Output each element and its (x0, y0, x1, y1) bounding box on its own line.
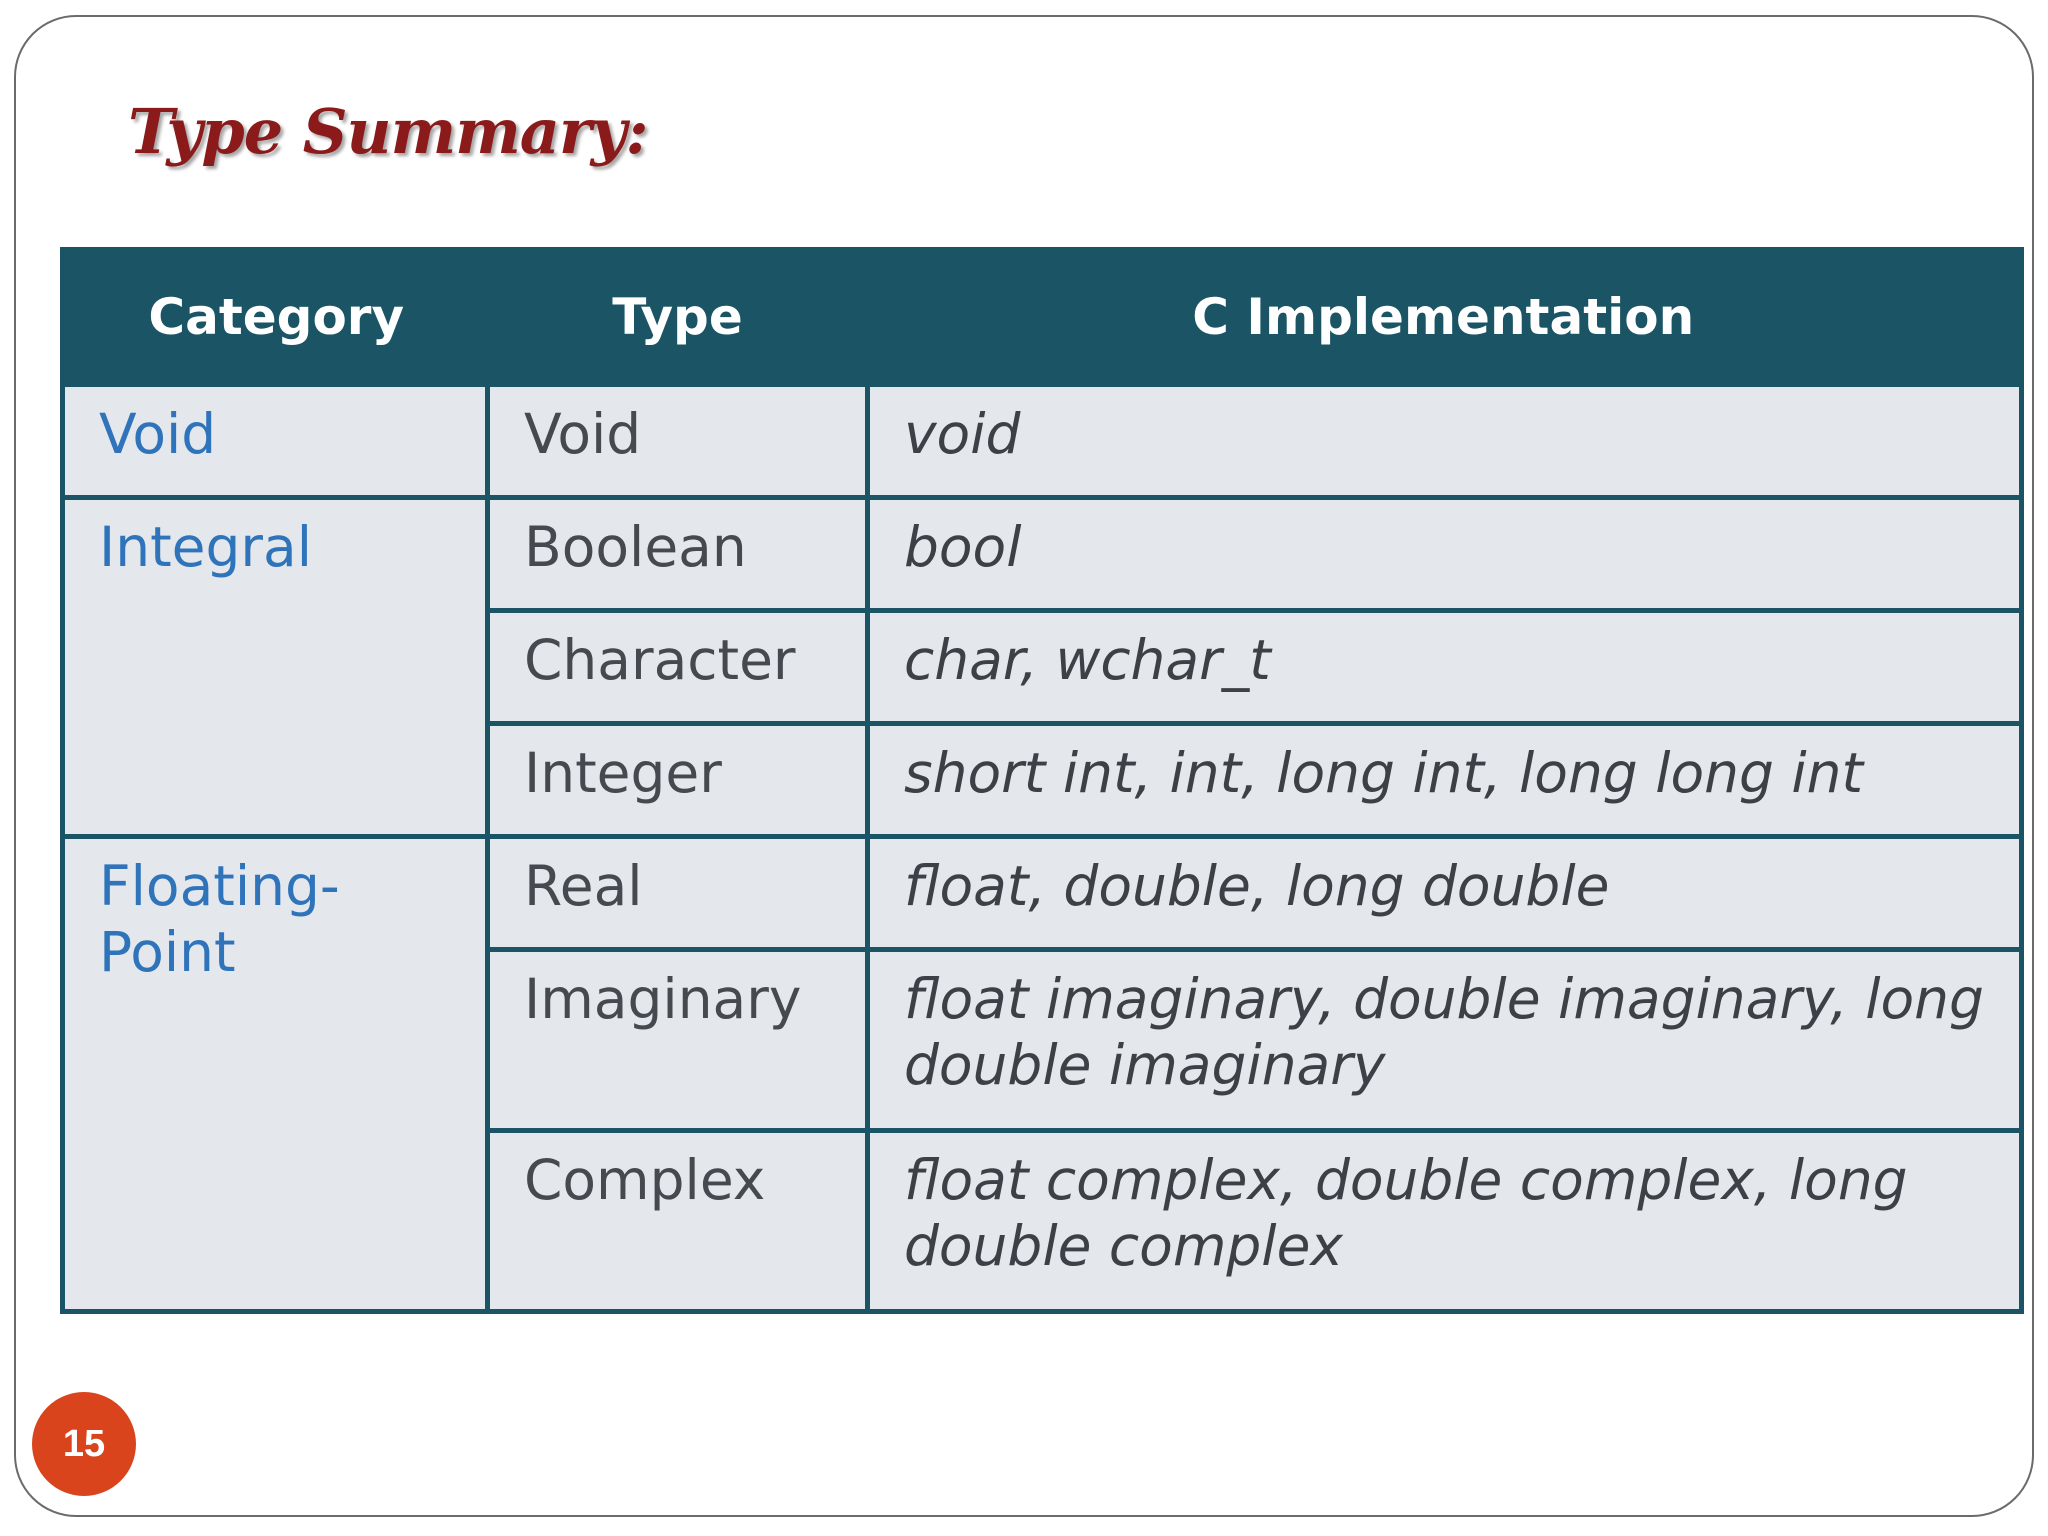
table-row (63, 837, 2022, 950)
category-cell: Void (63, 385, 488, 498)
header-category: Category (63, 250, 488, 385)
type-cell: Integer (488, 724, 868, 837)
type-cell: Complex (488, 1131, 868, 1312)
type-cell: Real (488, 837, 868, 950)
type-summary-table (60, 247, 2024, 1314)
type-cell: Boolean (488, 498, 868, 611)
implementation-cell: short int, int, long int, long long int (868, 724, 2022, 837)
category-cell: Floating-Point (63, 837, 488, 1312)
slide-title: Type Summary: (128, 95, 648, 168)
type-cell: Character (488, 611, 868, 724)
implementation-cell: float imaginary, double imaginary, long double imaginary (868, 950, 2022, 1131)
implementation-cell: float, double, long double (868, 837, 2022, 950)
type-cell: Imaginary (488, 950, 868, 1131)
implementation-cell: void (868, 385, 2022, 498)
implementation-cell: bool (868, 498, 2022, 611)
table-header-row (63, 250, 2022, 385)
implementation-cell: float complex, double complex, long double complex (868, 1131, 2022, 1312)
category-cell: Integral (63, 498, 488, 837)
header-c-implementation: C Implementation (868, 250, 2022, 385)
type-cell: Void (488, 385, 868, 498)
table-row (63, 385, 2022, 498)
slide-frame (14, 15, 2034, 1517)
table-row (63, 498, 2022, 611)
header-type: Type (488, 250, 868, 385)
page-number-badge: 15 (32, 1392, 136, 1496)
implementation-cell: char, wchar_t (868, 611, 2022, 724)
